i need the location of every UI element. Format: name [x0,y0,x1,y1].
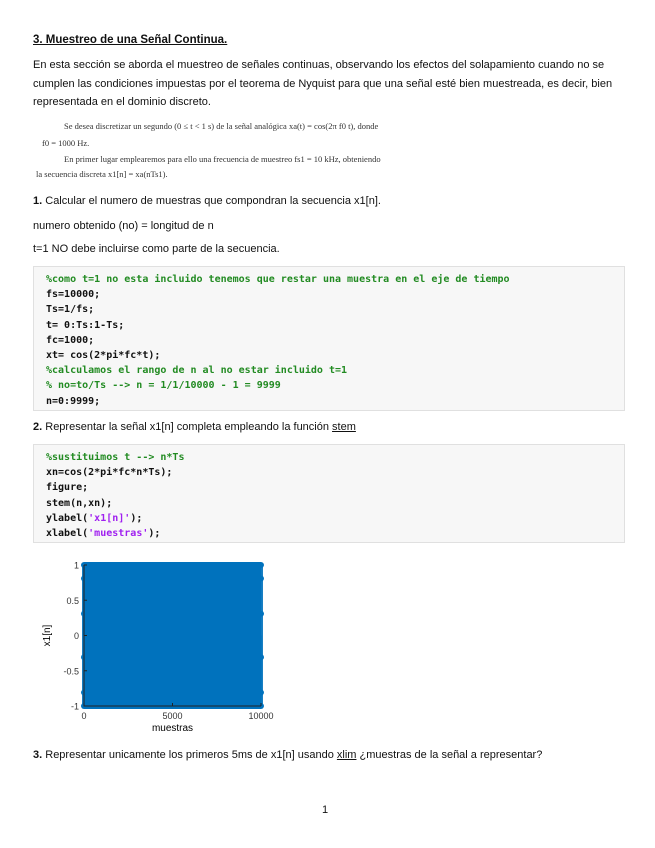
x-axis-label: muestras [151,723,194,734]
question-2-number: 2. [33,421,43,433]
y-tick-label: -1 [70,701,79,712]
code2-line: xn=cos(2*pi*fc*n*Ts); [46,467,173,479]
question-3 [33,749,542,761]
code1-line: fs=10000; [46,289,101,301]
stem-plot [33,555,293,740]
question-1-number: 1. [33,195,43,207]
xlim-link[interactable]: xlim [336,749,357,761]
y-axis-label: x1[n] [42,624,53,647]
math-line-3: En primer lugar emplearemos para ello una frecuencia de muestreo fs1 = 10 kHz, obteniendo [64,154,381,164]
code1-line: Ts=1/fs; [46,304,95,316]
stem-dense-region [82,565,263,706]
question-3-number: 3. [33,749,43,761]
section-title: 3. Muestreo de una Señal Continua. [33,34,228,46]
x-tick-label: 0 [81,711,87,721]
code2-line: stem(n,xn); [46,497,113,509]
stem-link[interactable]: stem [332,421,356,433]
code1-line: t= 0:Ts:1-Ts; [46,319,125,331]
question-1 [33,195,381,207]
code1-line: xt= cos(2*pi*fc*t); [46,349,161,361]
question-2 [33,421,356,433]
code1-line: % no=to/Ts --> n = 1/1/10000 - 1 = 9999 [46,380,281,392]
math-line-4: la secuencia discreta x1[n] = xa(nTs1). [36,169,168,179]
note-2: t=1 NO debe incluirse como parte de la secuencia. [33,243,280,255]
intro-paragraph: En esta sección se aborda el muestreo de señales continuas, observando los efectos del solapamiento cuando no se cumplen las condiciones impuestas por el teorema de Nyquist para que una señal esté bien muestreada, es decir, bien representada en el dominio discreto. [33,59,613,108]
question-3-text: Representar unicamente los primeros 5ms de x1[n] usando [45,749,337,761]
code-block-1 [33,266,625,411]
code1-line: n=0:9999; [46,395,101,407]
code1-line: %calculamos el rango de n al no estar incluido t=1 [46,365,348,377]
math-line-2: f0 = 1000 Hz. [42,138,90,148]
page-number: 1 [322,804,329,816]
math-line-1: Se desea discretizar un segundo (0 ≤ t < 1 s) de la señal analógica xa(t) = cos(2π f0 t), donde [64,121,379,131]
code-block-2 [33,444,625,543]
y-tick-label: -0.5 [63,666,79,677]
question-2-text: Representar la señal x1[n] completa empleando la función [45,421,333,433]
y-tick-label: 0.5 [66,595,79,606]
y-tick-label: 1 [73,560,79,571]
code2-line: %sustituimos t --> n*Ts [46,452,185,463]
y-tick-label: 0 [73,631,79,641]
code1-line: fc=1000; [46,334,95,346]
note-1: numero obtenido (no) = longitud de n [33,220,214,232]
code2-line: figure; [46,482,89,494]
code1-line: %como t=1 no esta incluido tenemos que restar una muestra en el eje de tiempo [46,274,510,285]
question-1-text: Calcular el numero de muestras que compondran la secuencia x1[n]. [45,195,381,207]
x-tick-label: 5000 [162,711,183,721]
code2-line: xlabel('muestras'); [46,527,161,539]
x-tick-label: 10000 [248,711,274,721]
question-3-text-after: ¿muestras de la señal a representar? [356,749,543,761]
plot-area [81,562,264,709]
code2-line: ylabel('x1[n]'); [46,512,143,524]
